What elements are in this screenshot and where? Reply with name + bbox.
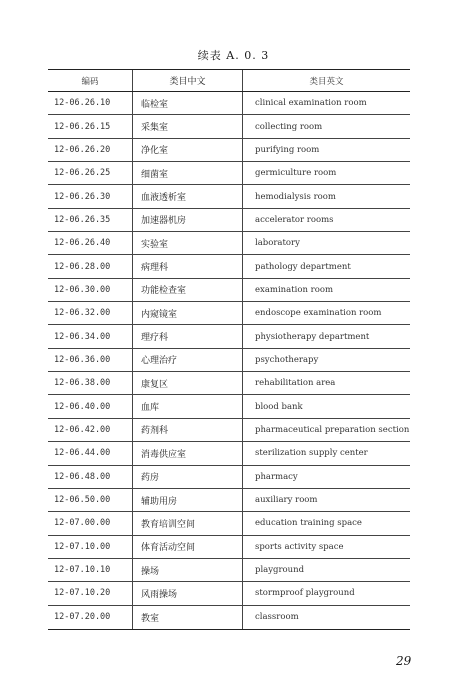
chinese-name-cell: 药剂科 — [132, 419, 242, 441]
table-header — [48, 70, 410, 92]
english-name-cell: blood bank — [242, 395, 410, 417]
header-english-name: 类目英文 — [242, 70, 410, 91]
table-row — [48, 209, 410, 232]
chinese-name-cell: 风雨操场 — [132, 582, 242, 604]
header-chinese-name: 类目中文 — [132, 70, 242, 91]
table-row — [48, 559, 410, 582]
chinese-name-cell: 血库 — [132, 395, 242, 417]
code-cell: 12-07.10.10 — [54, 565, 111, 576]
english-name-cell: collecting room — [242, 115, 410, 137]
code-cell: 12-06.26.30 — [54, 191, 111, 202]
table-row — [48, 489, 410, 512]
code-cell: 12-07.10.20 — [54, 588, 111, 599]
code-cell: 12-07.20.00 — [54, 612, 111, 623]
table-row — [48, 372, 410, 395]
code-cell: 12-06.26.40 — [54, 238, 111, 249]
chinese-name-cell: 理疗科 — [132, 325, 242, 347]
classification-table — [48, 69, 410, 630]
code-cell: 12-07.00.00 — [54, 518, 111, 529]
code-cell: 12-06.38.00 — [54, 378, 111, 389]
code-cell: 12-06.30.00 — [54, 284, 111, 295]
english-name-cell: purifying room — [242, 139, 410, 161]
chinese-name-cell: 辅助用房 — [132, 489, 242, 511]
chinese-name-cell: 操场 — [132, 559, 242, 581]
english-name-cell: laboratory — [242, 232, 410, 254]
code-cell: 12-06.26.25 — [54, 168, 111, 179]
english-name-cell: sports activity space — [242, 536, 410, 558]
english-name-cell: psychotherapy — [242, 349, 410, 371]
header-code: 编码 — [81, 76, 99, 87]
chinese-name-cell: 体育活动空间 — [132, 536, 242, 558]
table-row — [48, 536, 410, 559]
code-cell: 12-06.28.00 — [54, 261, 111, 272]
code-cell: 12-06.48.00 — [54, 471, 111, 482]
table-row — [48, 92, 410, 115]
chinese-name-cell: 消毒供应室 — [132, 442, 242, 464]
code-cell: 12-06.44.00 — [54, 448, 111, 459]
chinese-name-cell: 加速器机房 — [132, 209, 242, 231]
chinese-name-cell: 内窥镜室 — [132, 302, 242, 324]
table-row — [48, 466, 410, 489]
chinese-name-cell: 采集室 — [132, 115, 242, 137]
code-cell: 12-06.36.00 — [54, 354, 111, 365]
english-name-cell: hemodialysis room — [242, 185, 410, 207]
english-name-cell: auxiliary room — [242, 489, 410, 511]
code-cell: 12-06.26.35 — [54, 214, 111, 225]
english-name-cell: physiotherapy department — [242, 325, 410, 347]
table-row — [48, 185, 410, 208]
code-cell: 12-06.34.00 — [54, 331, 111, 342]
english-name-cell: rehabilitation area — [242, 372, 410, 394]
code-cell: 12-06.32.00 — [54, 308, 111, 319]
english-name-cell: pharmacy — [242, 466, 410, 488]
table-row — [48, 279, 410, 302]
table-row — [48, 349, 410, 372]
table-row — [48, 419, 410, 442]
chinese-name-cell: 药房 — [132, 466, 242, 488]
english-name-cell: pathology department — [242, 255, 410, 277]
table-row — [48, 255, 410, 278]
code-cell: 12-06.40.00 — [54, 401, 111, 412]
table-row — [48, 139, 410, 162]
chinese-name-cell: 净化室 — [132, 139, 242, 161]
chinese-name-cell: 细菌室 — [132, 162, 242, 184]
table-row — [48, 606, 410, 629]
chinese-name-cell: 血液透析室 — [132, 185, 242, 207]
chinese-name-cell: 心理治疗 — [132, 349, 242, 371]
page-title: 续表 A. 0. 3 — [197, 49, 270, 62]
chinese-name-cell: 康复区 — [132, 372, 242, 394]
code-cell: 12-07.10.00 — [54, 541, 111, 552]
table-row — [48, 395, 410, 418]
table-row — [48, 115, 410, 138]
code-cell: 12-06.26.10 — [54, 98, 111, 109]
english-name-cell: examination room — [242, 279, 410, 301]
chinese-name-cell: 教室 — [132, 606, 242, 629]
english-name-cell: classroom — [242, 606, 410, 629]
english-name-cell: sterilization supply center — [242, 442, 410, 464]
table-row — [48, 512, 410, 535]
table-row — [48, 442, 410, 465]
english-name-cell: endoscope examination room — [242, 302, 410, 324]
code-cell: 12-06.26.15 — [54, 121, 111, 132]
english-name-cell: clinical examination room — [242, 92, 410, 114]
code-cell: 12-06.50.00 — [54, 495, 111, 506]
english-name-cell: germiculture room — [242, 162, 410, 184]
chinese-name-cell: 实验室 — [132, 232, 242, 254]
code-cell: 12-06.42.00 — [54, 424, 111, 435]
chinese-name-cell: 病理科 — [132, 255, 242, 277]
table-row — [48, 302, 410, 325]
table-row — [48, 232, 410, 255]
english-name-cell: education training space — [242, 512, 410, 534]
english-name-cell: stormproof playground — [242, 582, 410, 604]
english-name-cell: playground — [242, 559, 410, 581]
table-row — [48, 162, 410, 185]
english-name-cell: pharmaceutical preparation section — [242, 419, 410, 441]
table-row — [48, 325, 410, 348]
page-number: 29 — [396, 654, 412, 668]
english-name-cell: accelerator rooms — [242, 209, 410, 231]
code-cell: 12-06.26.20 — [54, 144, 111, 155]
chinese-name-cell: 临检室 — [132, 92, 242, 114]
chinese-name-cell: 教育培训空间 — [132, 512, 242, 534]
chinese-name-cell: 功能检查室 — [132, 279, 242, 301]
table-row — [48, 582, 410, 605]
